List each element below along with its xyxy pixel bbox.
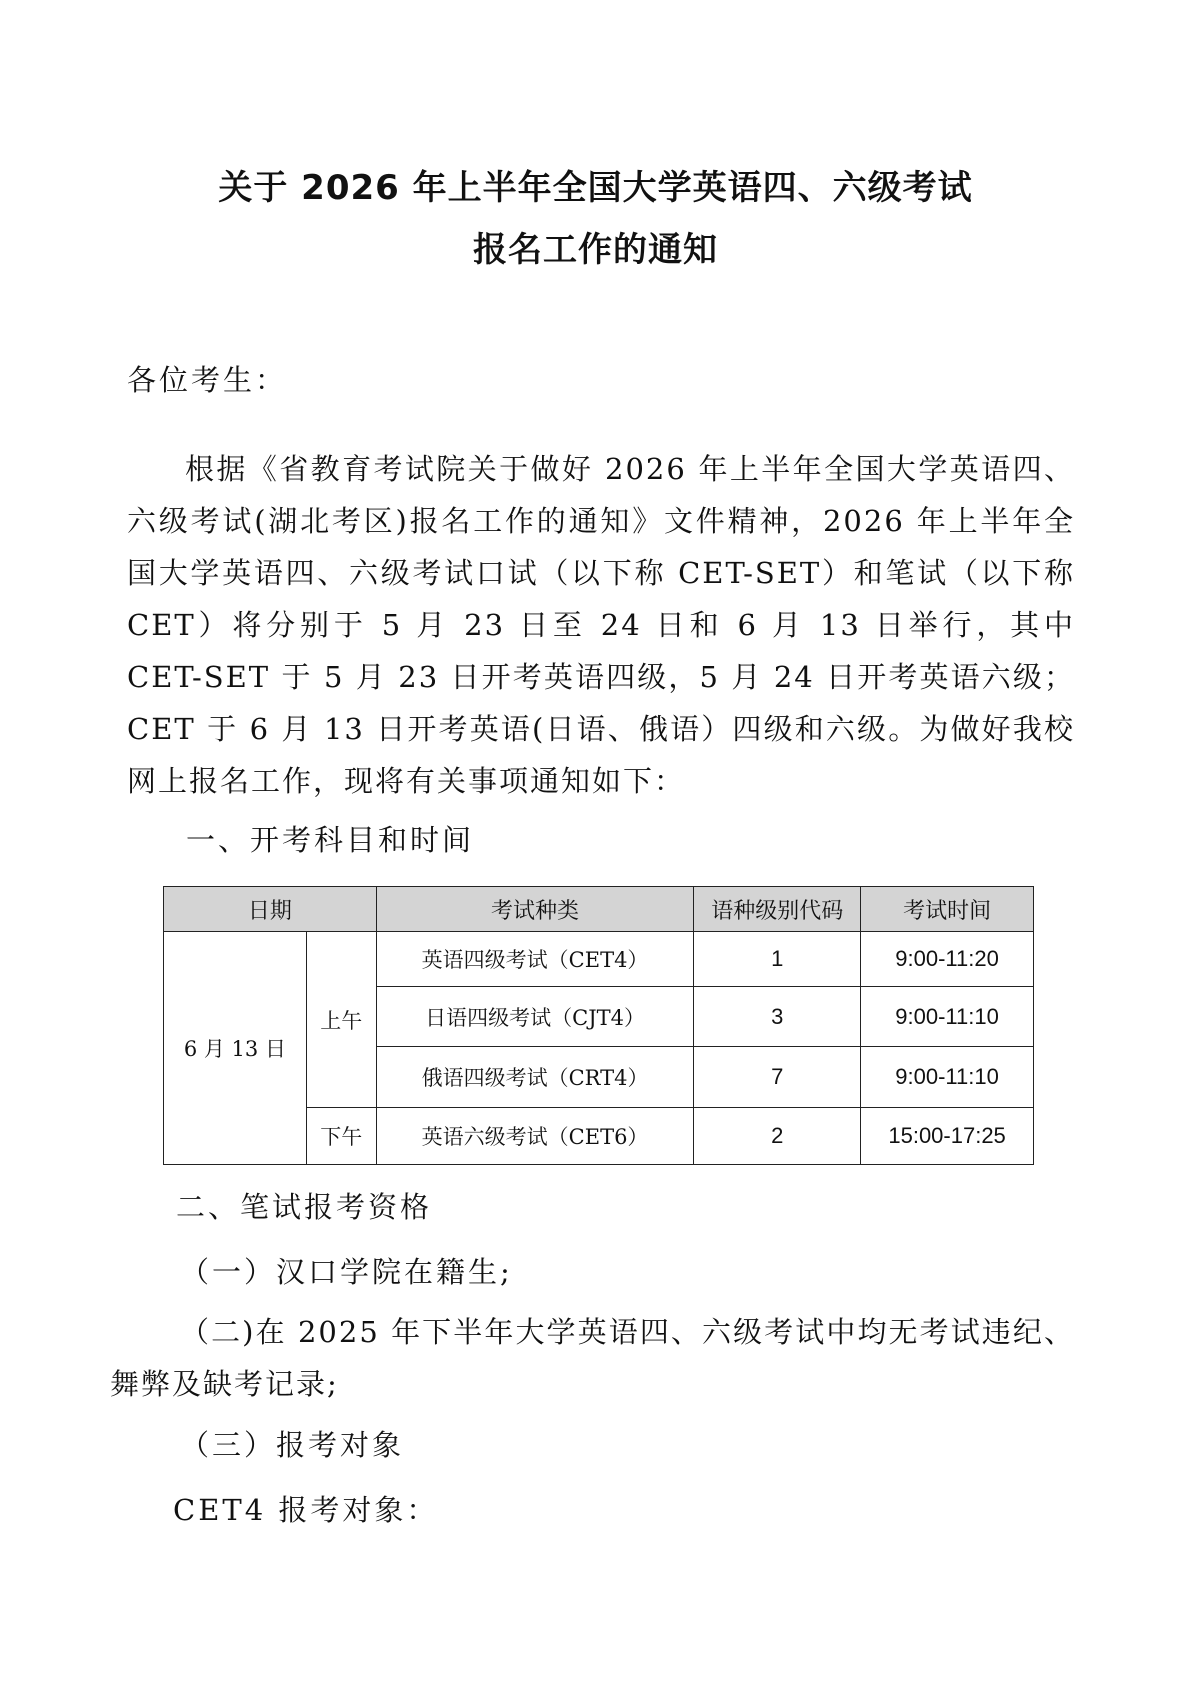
exam-cell: 日语四级考试（CJT4） xyxy=(376,987,694,1047)
afternoon-cell: 下午 xyxy=(306,1108,376,1165)
qualification-item-2: （二)在 2025 年下半年大学英语四、六级考试中均无考试违纪、舞弊及缺考记录; xyxy=(110,1315,1075,1401)
table-header-row xyxy=(164,887,1034,932)
header-date: 日期 xyxy=(164,887,377,932)
header-exam-type: 考试种类 xyxy=(376,887,694,932)
exam-cell: 英语四级考试（CET4） xyxy=(376,932,694,987)
section2-heading: 二、笔试报考资格 xyxy=(176,1190,433,1224)
table-row xyxy=(164,932,1034,987)
greeting: 各位考生： xyxy=(127,363,288,397)
exam-cell: 俄语四级考试（CRT4） xyxy=(376,1047,694,1108)
exam-cell: 英语六级考试（CET6） xyxy=(376,1108,694,1165)
time-cell: 9:00-11:20 xyxy=(861,932,1034,987)
code-cell: 1 xyxy=(694,932,861,987)
document-title-line-1: 关于 2026 年上半年全国大学英语四、六级考试 xyxy=(218,168,973,208)
section1-heading: 一、开考科目和时间 xyxy=(186,823,475,857)
intro-paragraph: 根据《省教育考试院关于做好 2026 年上半年全国大学英语四、六级考试(湖北考区)报名工作的通知》文件精神，2026 年上半年全国大学英语四、六级考试口试（以下称 CET-SET）和笔试（以下称 CET）将分别于 5 月 23 日至 24 日和 6 月 13 日举行，其中 CET-SET 于 5 月 23 日开考英语四级，5 月 24 日开考英语六级；CET 于 6 月 13 日开考英语(日语、俄语）四级和六级。为做好我校网上报名工作，现将有关事项通知如下： xyxy=(127,452,1075,798)
time-cell: 9:00-11:10 xyxy=(861,1047,1034,1108)
header-time: 考试时间 xyxy=(861,887,1034,932)
document-title-line-2: 报名工作的通知 xyxy=(473,230,718,270)
qualification-item-3: （三）报考对象 xyxy=(180,1428,405,1462)
morning-cell: 上午 xyxy=(306,932,376,1108)
code-cell: 7 xyxy=(694,1047,861,1108)
code-cell: 2 xyxy=(694,1108,861,1165)
cet4-eligibility-heading: CET4 报考对象： xyxy=(173,1493,439,1527)
header-code: 语种级别代码 xyxy=(694,887,861,932)
exam-schedule-table xyxy=(163,886,1034,1165)
qualification-item-1: （一）汉口学院在籍生; xyxy=(180,1255,513,1289)
code-cell: 3 xyxy=(694,987,861,1047)
time-cell: 15:00-17:25 xyxy=(861,1108,1034,1165)
time-cell: 9:00-11:10 xyxy=(861,987,1034,1047)
date-cell: 6 月 13 日 xyxy=(164,932,307,1165)
